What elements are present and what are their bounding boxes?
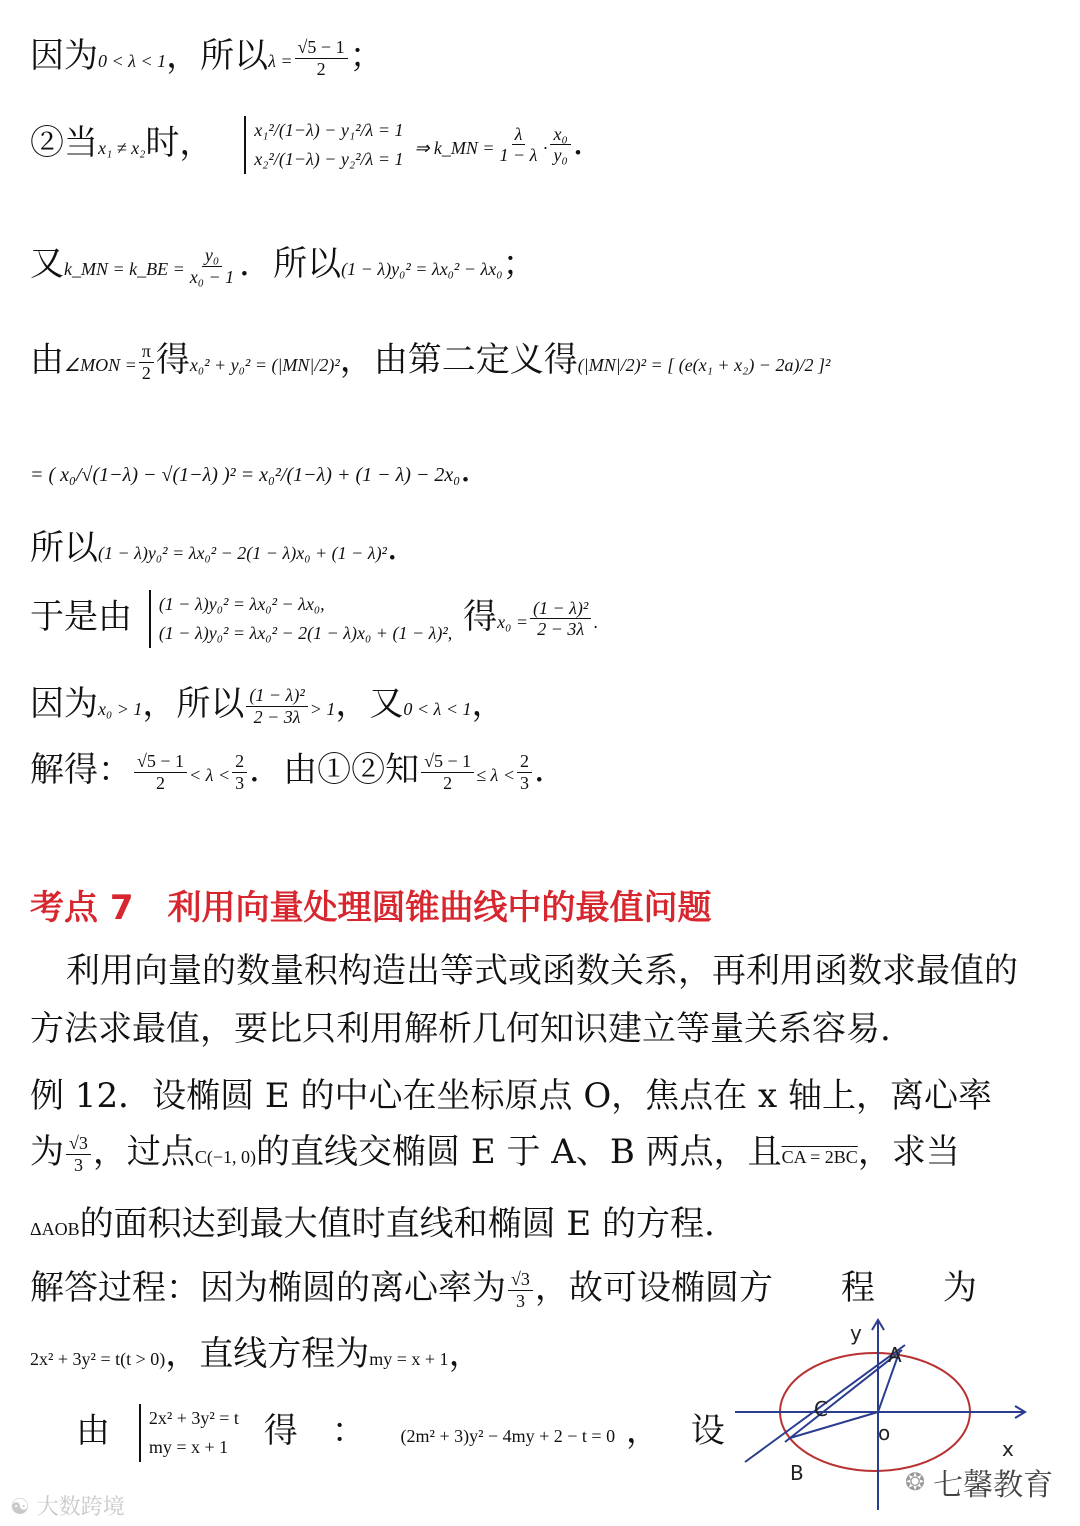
numerator: √3 (508, 1269, 533, 1291)
text: 的面积达到最大值时直线和椭圆 E 的方程. (79, 1204, 715, 1244)
fraction (139, 341, 154, 383)
numerator: x₀ (550, 124, 570, 146)
numerator: y₀ (202, 245, 222, 267)
equation-system (149, 590, 452, 648)
math: ⇒ k_MN = (414, 137, 495, 158)
numerator: √5 − 1 (421, 751, 474, 773)
text: 为 (30, 1132, 64, 1172)
logo-icon: ☯ (10, 1495, 30, 1520)
equation-system (244, 116, 403, 174)
text: ，直线方程为 (165, 1334, 370, 1374)
math: < λ < (189, 765, 231, 785)
denominator: 2 (316, 58, 326, 79)
text: ．所以 (239, 244, 342, 284)
origin-label: o (878, 1421, 891, 1445)
fraction (66, 1133, 91, 1175)
numerator: (1 − λ)² (246, 685, 307, 707)
fraction (246, 685, 307, 727)
text: ，所以 (166, 36, 269, 76)
math: x₀ = (497, 611, 528, 632)
text: 设 (690, 1410, 725, 1451)
text: ． (460, 450, 495, 490)
text: 所以 (30, 528, 98, 568)
denominator: 3 (519, 772, 529, 793)
text: 由 (30, 340, 64, 380)
y-axis-label: y (850, 1321, 862, 1345)
watermark-text: 大数跨境 (36, 1495, 125, 1520)
text: ， (625, 1410, 660, 1451)
denominator: 2 (156, 772, 166, 793)
example-line-2 (30, 1132, 960, 1175)
vector-equation: CA = 2BC (781, 1147, 858, 1167)
numerator: √3 (66, 1133, 91, 1155)
equation: (1 − λ)y₀² = λx₀² − 2(1 − λ)x₀ + (1 − λ)² (98, 543, 387, 563)
equation: 2x² + 3y² = t(t > 0) (30, 1349, 166, 1369)
line-4 (30, 340, 830, 383)
equation: (1 − λ)y₀² = λx₀² − λx₀, (158, 594, 325, 614)
numerator: (1 − λ)² (530, 598, 591, 620)
fraction (187, 245, 237, 287)
text: ； (502, 244, 537, 284)
numerator: π (139, 341, 154, 363)
text: 于是由 (30, 596, 132, 637)
text: 得 (155, 340, 190, 380)
text: 解答过程：因为椭圆的离心率为 (30, 1268, 506, 1308)
text: ，故可设椭圆方 程 为 (534, 1268, 977, 1308)
equation-system (139, 1404, 239, 1462)
equation: (2m² + 3)y² − 4my + 2 − t = 0 (400, 1425, 616, 1446)
point-b-label: B (790, 1461, 804, 1485)
denominator: 3 (235, 772, 245, 793)
denominator: 1 − λ (499, 145, 538, 166)
denominator: 3 (73, 1154, 83, 1175)
text: 得 (463, 596, 498, 637)
fraction (550, 124, 570, 166)
math: λ = (268, 51, 293, 71)
fraction (530, 598, 591, 640)
equation: (|MN|/2)² = [ (e(x₁ + x₂) − 2a)/2 ]² (577, 355, 831, 375)
text: 的直线交椭圆 E 于 A、B 两点，且 (256, 1132, 782, 1172)
text: ． (533, 750, 568, 790)
line-8 (30, 684, 505, 727)
text: ②当 (30, 122, 98, 163)
text: ， (471, 684, 506, 724)
text: 得 ： (263, 1410, 366, 1451)
text: ，过点 (92, 1132, 195, 1172)
text: ． (386, 528, 421, 568)
line-3 (30, 244, 537, 287)
equation: x₁²/(1−λ) − y₁²/λ = 1 (254, 120, 404, 140)
fraction (517, 751, 532, 793)
point-c-label: C (814, 1397, 828, 1421)
equation: 2x² + 3y² = t (148, 1408, 239, 1428)
watermark-text: 七馨教育 (933, 1468, 1054, 1503)
text: ； (349, 36, 384, 76)
numerator: 2 (517, 751, 532, 773)
example-line-1: 例 12．设椭圆 E 的中心在坐标原点 O，焦点在 x 轴上，离心率 (30, 1076, 992, 1116)
text: 由 (76, 1410, 110, 1451)
numerator: √5 − 1 (134, 751, 187, 773)
point-label: C(−1, 0) (194, 1147, 257, 1167)
fraction (295, 37, 348, 79)
denominator: 2 (443, 772, 453, 793)
equation: (1 − λ)y₀² = λx₀² − 2(1 − λ)x₀ + (1 − λ)², (158, 622, 453, 643)
example-line-3 (30, 1204, 715, 1245)
line-7 (30, 590, 598, 648)
section-heading: 考点 7 利用向量处理圆锥曲线中的最值问题 (30, 888, 712, 928)
math: > 1 (309, 699, 336, 719)
math: x₀ > 1 (98, 699, 143, 719)
text: 因为 (30, 684, 98, 724)
text: ． (572, 122, 607, 163)
math: 0 < λ < 1 (403, 699, 472, 719)
line-6 (30, 528, 421, 569)
line-2: ②当x₁ ≠ x₂时， x₁²/(1−λ) − y₁²/λ = 1 x₂²/(1−λ) − y₂²/λ = 1 ⇒ k_MN = $\frac{\lambda}{1 - \lambda}$ · $\frac{\text{x₀}}{\text{y₀}}$ ． (30, 116, 607, 174)
denominator: 2 − 3λ (537, 619, 585, 640)
solution-line-2 (30, 1334, 483, 1375)
denominator: 2 (141, 362, 151, 383)
fraction (134, 751, 187, 793)
line-9 (30, 750, 568, 793)
numerator: 2 (232, 751, 247, 773)
fraction (232, 751, 247, 793)
numerator: λ (512, 124, 526, 146)
text: ，又 (335, 684, 404, 724)
equation: my = x + 1 (369, 1349, 449, 1369)
watermark-right (905, 1460, 1053, 1504)
equation: x₂²/(1−λ) − y₂²/λ = 1 (254, 148, 404, 169)
equation: x₀² + y₀² = (|MN|/2)² (189, 355, 340, 375)
math: ∠MON = (64, 355, 137, 375)
line-5 (30, 450, 494, 491)
text: . (593, 611, 598, 632)
denominator: 3 (515, 1290, 525, 1311)
text: ，由第二定义得 (339, 340, 578, 380)
fraction (508, 1269, 533, 1311)
equation: my = x + 1 (148, 1436, 229, 1457)
point-a-label: A (888, 1343, 902, 1367)
text: ，求当 (857, 1132, 960, 1172)
math: ≤ λ < (476, 765, 515, 785)
denominator: y₀ (553, 145, 568, 166)
wechat-icon: ❂ (905, 1468, 926, 1496)
x-axis-label: x (1002, 1437, 1014, 1461)
fraction (497, 124, 541, 166)
text: 因为 (30, 36, 98, 76)
text: 时， (145, 122, 214, 163)
text: 又 (30, 244, 64, 284)
solution-line-1 (30, 1268, 977, 1311)
math: k_MN = k_BE = (64, 259, 185, 279)
section-paragraph: 利用向量的数量积构造出等式或函数关系，再利用函数求最值的方法求最值，要比只利用解析几何知识建立等量关系容易. (30, 951, 1018, 1049)
watermark-left (10, 1490, 125, 1521)
math-cond: x₁ ≠ x₂ (98, 137, 146, 158)
numerator: √5 − 1 (295, 37, 348, 59)
triangle-label: ΔAOB (30, 1219, 80, 1239)
segment-ob (790, 1412, 878, 1438)
fraction (421, 751, 474, 793)
equation: (1 − λ)y₀² = λx₀² − λx₀ (341, 259, 503, 279)
text: ，所以 (142, 684, 245, 724)
text: ， (448, 1334, 483, 1374)
text: 解得： (30, 750, 132, 790)
equation: = ( x₀/√(1−λ) − √(1−λ) )² = x₀²/(1−λ) + (1 − λ) − 2x₀ (30, 464, 461, 486)
math-cond: 0 < λ < 1 (98, 51, 167, 71)
line-1 (30, 36, 384, 79)
text: ．由①②知 (249, 750, 420, 790)
solution-line-3 (76, 1404, 725, 1462)
denominator: 2 − 3λ (253, 706, 301, 727)
denominator: x₀ − 1 (189, 266, 235, 287)
